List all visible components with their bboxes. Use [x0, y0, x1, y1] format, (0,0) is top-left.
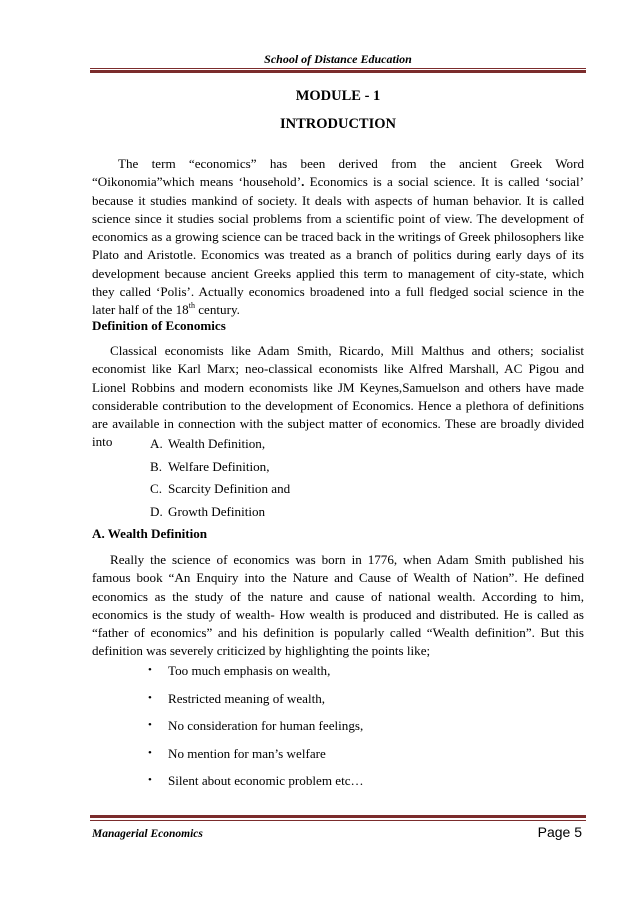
definition-heading: Definition of Economics — [92, 318, 226, 333]
list-item — [150, 481, 290, 504]
header-rule-thin — [90, 68, 586, 69]
list-item — [150, 504, 290, 527]
list-item — [150, 436, 290, 459]
footer-rule-thin — [90, 820, 586, 821]
wealth-paragraph: Really the science of economics was born in 1776, when Adam Smith published his famous book “An Enquiry into the Nature and Cause of Wealth of Nation”. He defined economics as the study of the nature and cause of national wealth. According to him, economics is the study of wealth- How wealth is produced and distributed. He is called as “father of economics” and his definition is popularly called “Wealth definition”. But this definition was severely criticized by highlighting the points like; — [92, 552, 584, 659]
criticism-list — [148, 663, 364, 801]
list-item — [148, 691, 364, 719]
definition-list — [150, 436, 290, 526]
list-text: Wealth Definition, — [168, 436, 266, 451]
page-number: Page 5 — [537, 824, 582, 840]
list-text: Welfare Definition, — [168, 458, 270, 474]
list-marker: C. — [150, 481, 163, 496]
header-rule-thick — [90, 70, 586, 73]
running-header: School of Distance Education — [264, 52, 412, 66]
bullet-icon: • — [148, 691, 152, 704]
list-item — [148, 718, 364, 746]
section-title: INTRODUCTION — [279, 116, 396, 132]
list-marker: D. — [150, 503, 163, 519]
list-marker: A. — [150, 436, 163, 451]
bullet-icon: • — [148, 774, 152, 787]
list-text: Restricted meaning of wealth, — [168, 690, 326, 706]
list-text: Silent about economic problem etc… — [168, 773, 364, 789]
list-text: Too much emphasis on wealth, — [168, 663, 331, 678]
intro-bold-dot: . — [301, 174, 305, 190]
list-item — [148, 746, 364, 774]
intro-text-1: The term “economics” has been derived from the ancient Greek Word “Oikonomia”which means ‘household’ — [92, 156, 584, 190]
intro-paragraph — [92, 155, 584, 320]
list-item — [148, 663, 364, 691]
list-text: Scarcity Definition and — [168, 481, 291, 496]
intro-text-2: Economics is a social science. It is called ‘social’ because it studies mankind of society. It deals with aspects of human behavior. It is called science since it studies social problems from a scientific point of view. The development of economics as a growing science can be traced back in the writings of Greek philosophers like Plato and Aristotle. Economics was treated as a branch of politics during early days of its development because ancient Greeks applied this term to management of city-state, which they called ‘Polis’. Actually economics broadened into a full fledged social science in the later half of the 18 — [92, 174, 584, 318]
wealth-heading: A. Wealth Definition — [92, 526, 208, 541]
module-title: MODULE - 1 — [295, 88, 381, 104]
bullet-icon: • — [148, 746, 152, 759]
list-text: No mention for man’s welfare — [168, 745, 326, 761]
list-marker: B. — [150, 458, 163, 474]
intro-superscript: th — [188, 301, 195, 311]
list-text: Growth Definition — [168, 503, 266, 519]
list-item — [150, 459, 290, 482]
intro-text-3: century. — [194, 302, 240, 318]
definition-paragraph: Classical economists like Adam Smith, Ricardo, Mill Malthus and others; socialist economist like Karl Marx; neo-classical economists like Alfred Marshall, AC Pigou and Lionel Robbins and modern economists like JM Keynes,Samuelson and others have made considerable contribution to the development of Economics. Hence a plethora of definitions are available in connection with the subject matter of economics. These are broadly divided into — [92, 343, 584, 450]
footer-rule-thick — [90, 815, 586, 818]
list-item — [148, 773, 364, 801]
footer-course-name: Managerial Economics — [92, 828, 203, 840]
bullet-icon: • — [148, 719, 152, 732]
list-text: No consideration for human feelings, — [168, 718, 364, 734]
bullet-icon: • — [148, 664, 152, 676]
